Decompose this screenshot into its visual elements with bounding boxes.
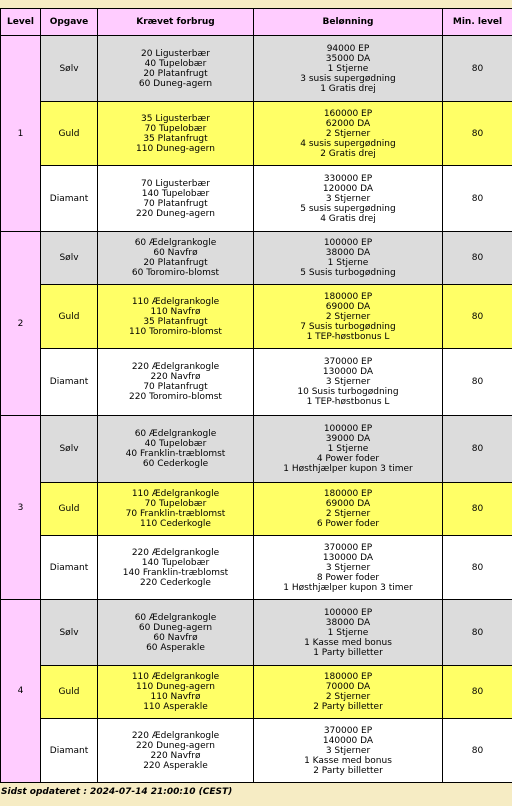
reward-item: 2 Stjerner [325, 311, 371, 322]
reward-cell [254, 166, 443, 232]
reward-item: 2 Gratis drej [320, 148, 376, 159]
reward-item: 180000 EP [323, 291, 373, 302]
required-item: 110 Asperakle [143, 702, 208, 712]
min-level-cell: 80 [443, 666, 512, 719]
required-cell [98, 285, 254, 349]
reward-item: 6 Power foder [316, 519, 380, 529]
last-updated-footer: Sidst opdateret : 2024-07-14 21:00:10 (CEST) [1, 787, 233, 797]
required-item: 35 Platanfrugt [143, 316, 208, 327]
required-item: 220 Ædelgrankogle [131, 547, 220, 558]
reward-item: 3 Stjerner [325, 377, 371, 387]
reward-item: 5 Susis turbogødning [300, 268, 396, 278]
table-row [1, 166, 512, 232]
required-item: 220 Navfrø [150, 750, 201, 761]
reward-item: 2 Party billetter [313, 702, 383, 712]
reward-item: 38000 DA [325, 248, 371, 258]
table-row [1, 719, 512, 783]
required-cell [98, 483, 254, 536]
task-name-cell: Sølv [41, 600, 98, 666]
table-row [1, 285, 512, 349]
reward-item: 140000 DA [322, 735, 374, 746]
table-row [1, 536, 512, 600]
table-row [1, 102, 512, 166]
reward-item: 39000 DA [325, 434, 371, 444]
table-header-row [1, 9, 512, 36]
header-min-level: Min. level [443, 9, 512, 36]
reward-item: 69000 DA [325, 499, 371, 509]
min-level-cell: 80 [443, 483, 512, 536]
reward-item: 1 Høsthjælper kupon 3 timer [283, 464, 413, 474]
required-item: 110 Cederkogle [140, 519, 211, 529]
required-cell [98, 36, 254, 102]
required-item: 110 Duneg-agern [136, 682, 215, 692]
min-level-cell: 80 [443, 349, 512, 416]
required-cell [98, 349, 254, 416]
reward-item: 38000 DA [325, 617, 371, 628]
required-item: 110 Duneg-agern [136, 143, 215, 154]
header-level: Level [1, 9, 41, 36]
required-item: 40 Tupelobær [144, 439, 207, 449]
required-item: 70 Franklin-træblomst [125, 509, 226, 519]
required-item: 140 Tupelobær [141, 557, 210, 568]
required-item: 40 Franklin-træblomst [125, 449, 226, 459]
reward-item: 370000 EP [323, 357, 373, 367]
task-name-cell: Diamant [41, 719, 98, 783]
reward-item: 70000 DA [325, 682, 371, 692]
required-item: 35 Ligusterbær [141, 113, 210, 124]
reward-cell [254, 719, 443, 783]
reward-cell [254, 416, 443, 483]
reward-item: 2 Party billetter [313, 765, 383, 776]
task-name-cell: Diamant [41, 349, 98, 416]
level-cell: 4 [1, 600, 41, 783]
reward-item: 1 Stjerne [327, 444, 369, 454]
required-cell [98, 166, 254, 232]
reward-item: 130000 DA [322, 552, 374, 563]
reward-item: 35000 DA [325, 53, 371, 64]
required-item: 60 Ædelgrankogle [134, 429, 217, 439]
task-name-cell: Diamant [41, 536, 98, 600]
reward-item: 1 Party billetter [313, 647, 383, 658]
header-task: Opgave [41, 9, 98, 36]
required-item: 110 Navfrø [150, 306, 201, 317]
reward-cell [254, 349, 443, 416]
required-item: 220 Toromiro-blomst [129, 392, 222, 402]
reward-cell [254, 483, 443, 536]
reward-item: 7 Susis turbogødning [300, 321, 396, 332]
required-item: 110 Ædelgrankogle [131, 296, 220, 307]
level-cell: 2 [1, 232, 41, 416]
required-cell [98, 102, 254, 166]
table-row [1, 416, 512, 483]
required-cell [98, 719, 254, 783]
task-table [0, 8, 512, 783]
reward-item: 1 Stjerne [327, 63, 369, 74]
required-item: 60 Toromiro-blomst [131, 268, 220, 278]
required-item: 70 Platanfrugt [143, 198, 208, 209]
reward-item: 10 Susis turbogødning [297, 387, 399, 397]
required-item: 140 Tupelobær [141, 188, 210, 199]
level-cell: 3 [1, 416, 41, 600]
required-item: 20 Platanfrugt [143, 68, 208, 79]
required-item: 70 Tupelobær [144, 123, 207, 134]
reward-item: 62000 DA [325, 118, 371, 129]
reward-item: 1 Kasse med bonus [304, 637, 392, 648]
required-item: 220 Asperakle [143, 760, 208, 771]
required-cell [98, 536, 254, 600]
required-item: 35 Platanfrugt [143, 133, 208, 144]
reward-item: 1 TEP-høstbonus L [306, 331, 390, 342]
task-name-cell: Sølv [41, 232, 98, 285]
reward-item: 130000 DA [322, 367, 374, 377]
reward-cell [254, 666, 443, 719]
required-cell [98, 416, 254, 483]
reward-item: 1 TEP-høstbonus L [306, 397, 390, 407]
reward-item: 160000 EP [323, 108, 373, 119]
required-item: 60 Navfrø [153, 248, 198, 258]
required-item: 220 Duneg-agern [136, 208, 215, 219]
required-item: 60 Ædelgrankogle [134, 238, 217, 248]
reward-item: 1 Høsthjælper kupon 3 timer [283, 582, 413, 593]
required-item: 140 Franklin-træblomst [122, 567, 229, 578]
required-item: 20 Platanfrugt [143, 258, 208, 268]
reward-item: 3 Stjerner [325, 193, 371, 204]
reward-item: 3 Stjerner [325, 745, 371, 756]
required-cell [98, 232, 254, 285]
reward-item: 8 Power foder [316, 572, 380, 583]
task-name-cell: Guld [41, 483, 98, 536]
required-item: 20 Ligusterbær [141, 48, 210, 59]
header-required: Krævet forbrug [98, 9, 254, 36]
required-cell [98, 600, 254, 666]
reward-item: 94000 EP [326, 43, 370, 54]
task-name-cell: Guld [41, 102, 98, 166]
min-level-cell: 80 [443, 719, 512, 783]
required-item: 60 Asperakle [146, 642, 205, 653]
reward-cell [254, 102, 443, 166]
min-level-cell: 80 [443, 285, 512, 349]
reward-item: 180000 EP [323, 672, 373, 682]
required-item: 60 Navfrø [153, 632, 198, 643]
required-item: 110 Ædelgrankogle [131, 672, 220, 682]
min-level-cell: 80 [443, 232, 512, 285]
min-level-cell: 80 [443, 102, 512, 166]
reward-item: 4 Gratis drej [320, 213, 376, 224]
required-item: 60 Duneg-agern [138, 622, 213, 633]
table-row [1, 666, 512, 719]
reward-item: 100000 EP [323, 424, 373, 434]
required-item: 60 Duneg-agern [138, 78, 213, 89]
reward-cell [254, 600, 443, 666]
header-reward: Belønning [254, 9, 443, 36]
table-row [1, 349, 512, 416]
reward-cell [254, 36, 443, 102]
required-item: 60 Cederkogle [142, 459, 209, 469]
reward-item: 370000 EP [323, 542, 373, 553]
reward-item: 1 Kasse med bonus [304, 755, 392, 766]
reward-item: 330000 EP [323, 173, 373, 184]
task-table-container [0, 8, 512, 783]
reward-item: 180000 EP [323, 489, 373, 499]
min-level-cell: 80 [443, 416, 512, 483]
reward-cell [254, 232, 443, 285]
required-item: 220 Ædelgrankogle [131, 362, 220, 372]
required-item: 70 Tupelobær [144, 499, 207, 509]
reward-item: 4 susis supergødning [300, 138, 396, 149]
reward-item: 2 Stjerner [325, 128, 371, 139]
reward-item: 100000 EP [323, 238, 373, 248]
reward-item: 1 Gratis drej [320, 83, 376, 94]
reward-item: 3 Stjerner [325, 562, 371, 573]
required-item: 220 Duneg-agern [136, 740, 215, 751]
required-item: 110 Navfrø [150, 692, 201, 702]
min-level-cell: 80 [443, 36, 512, 102]
min-level-cell: 80 [443, 166, 512, 232]
reward-item: 1 Stjerne [327, 627, 369, 638]
reward-item: 2 Stjerner [325, 509, 371, 519]
table-row [1, 36, 512, 102]
required-cell [98, 666, 254, 719]
task-name-cell: Sølv [41, 416, 98, 483]
task-name-cell: Sølv [41, 36, 98, 102]
required-item: 220 Cederkogle [140, 577, 211, 588]
reward-item: 2 Stjerner [325, 692, 371, 702]
required-item: 110 Toromiro-blomst [129, 326, 222, 337]
level-cell: 1 [1, 36, 41, 232]
table-row [1, 232, 512, 285]
reward-item: 3 susis supergødning [300, 73, 396, 84]
reward-cell [254, 285, 443, 349]
table-row [1, 600, 512, 666]
reward-item: 100000 EP [323, 607, 373, 618]
table-row [1, 483, 512, 536]
reward-item: 370000 EP [323, 725, 373, 736]
reward-item: 69000 DA [325, 301, 371, 312]
task-name-cell: Diamant [41, 166, 98, 232]
table-body [1, 36, 512, 783]
reward-item: 120000 DA [322, 183, 374, 194]
task-name-cell: Guld [41, 666, 98, 719]
min-level-cell: 80 [443, 536, 512, 600]
required-item: 110 Ædelgrankogle [131, 489, 220, 499]
required-item: 220 Navfrø [150, 372, 201, 382]
reward-item: 1 Stjerne [327, 258, 369, 268]
reward-item: 4 Power foder [316, 454, 380, 464]
reward-cell [254, 536, 443, 600]
required-item: 60 Ædelgrankogle [134, 612, 217, 623]
task-name-cell: Guld [41, 285, 98, 349]
min-level-cell: 80 [443, 600, 512, 666]
required-item: 70 Ligusterbær [141, 178, 210, 189]
required-item: 220 Ædelgrankogle [131, 730, 220, 741]
required-item: 40 Tupelobær [144, 58, 207, 69]
reward-item: 5 susis supergødning [300, 203, 396, 214]
required-item: 70 Platanfrugt [143, 382, 208, 392]
